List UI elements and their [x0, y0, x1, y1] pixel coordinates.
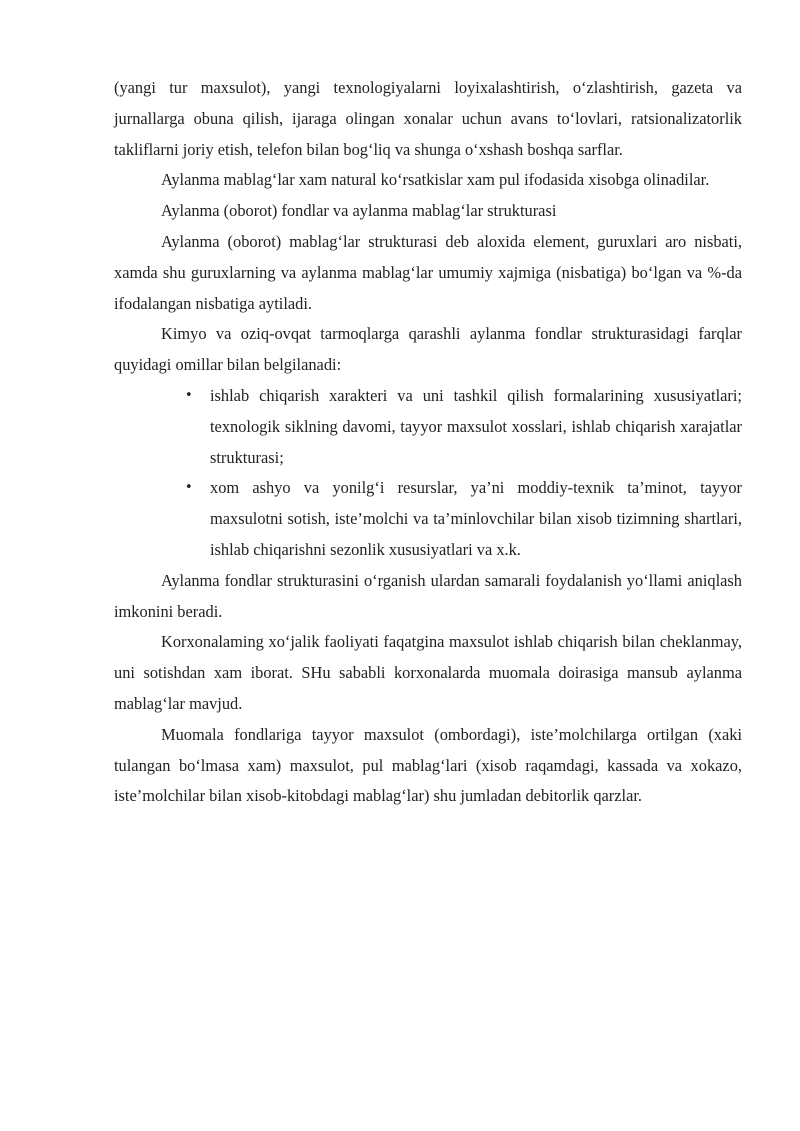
paragraph-circulation-sphere: Korxonalaming xo‘jalik faoliyati faqatgina maxsulot ishlab chiqarish bilan cheklanmay, uni sotishdan xam iborat. SHu sababli korxonalarda muomala doirasiga mansub aylanma mablag‘lar mavjud.: [114, 632, 742, 713]
list-item-text: xom ashyo va yonilg‘i resurslar, ya’ni moddiy-texnik ta’minot, tayyor maxsulotni sotish, iste’molchi va ta’minlovchilar bilan xisob tizimning shartlari, ishlab chiqarishni sezonlik xususiyatlari va x.k.: [210, 478, 742, 559]
factors-list: [114, 381, 742, 566]
paragraph-structure-definition: Aylanma (oborot) mablag‘lar strukturasi deb aloxida element, guruxlari aro nisbati, xamda shu guruxlarning va aylanma mablag‘lar umumiy xajmiga (nisbatiga) bo‘lgan va %-da ifodalangan nisbatiga aytiladi.: [114, 231, 742, 313]
bullet-icon: •: [185, 480, 193, 496]
paragraph-factors-intro: Kimyo va oziq-ovqat tarmoqlarga qarashli aylanma fondlar strukturasidagi farqlar quyidagi omillar bilan belgilanadi:: [114, 324, 742, 375]
bullet-icon: •: [185, 387, 193, 403]
list-item: [185, 473, 742, 565]
document-page: [114, 73, 742, 812]
paragraph-study-structure: Aylanma fondlar strukturasini o‘rganish ulardan samarali foydalanish yo‘llami aniqlash imkonini beradi.: [114, 570, 742, 621]
section-heading: Aylanma (oborot) fondlar va aylanma mablag‘lar strukturasi: [161, 201, 557, 221]
list-item: [185, 381, 742, 473]
paragraph-continuation: (yangi tur maxsulot), yangi texnologiyalarni loyixalashtirish, o‘zlashtirish, gazeta va jurnallarga obuna qilish, ijaraga olingan xonalar uchun avans to‘lovlari, ratsionalizatorlik takliflarni joriy etish, telefon bilan bog‘liq va shunga o‘xshash boshqa sarflar.: [114, 78, 742, 159]
list-item-text: ishlab chiqarish xarakteri va uni tashkil qilish formalarining xususiyatlari; texnologik siklning davomi, tayyor maxsulot xosslari, ishlab chiqarish xarajatlar strukturasi;: [210, 385, 742, 467]
paragraph-accounting: Aylanma mablag‘lar xam natural ko‘rsatkislar xam pul ifodasida xisobga olinadilar.: [161, 170, 710, 190]
paragraph-circulation-funds: Muomala fondlariga tayyor maxsulot (ombordagi), iste’molchilarga ortilgan (xaki tulangan bo‘lmasa xam) maxsulot, pul mablag‘lari (xisob raqamdagi, kassada va xokazo, iste’molchilar bilan xisob-kitobdagi mablag‘lar) shu jumladan debitorlik qarzlar.: [114, 724, 742, 806]
